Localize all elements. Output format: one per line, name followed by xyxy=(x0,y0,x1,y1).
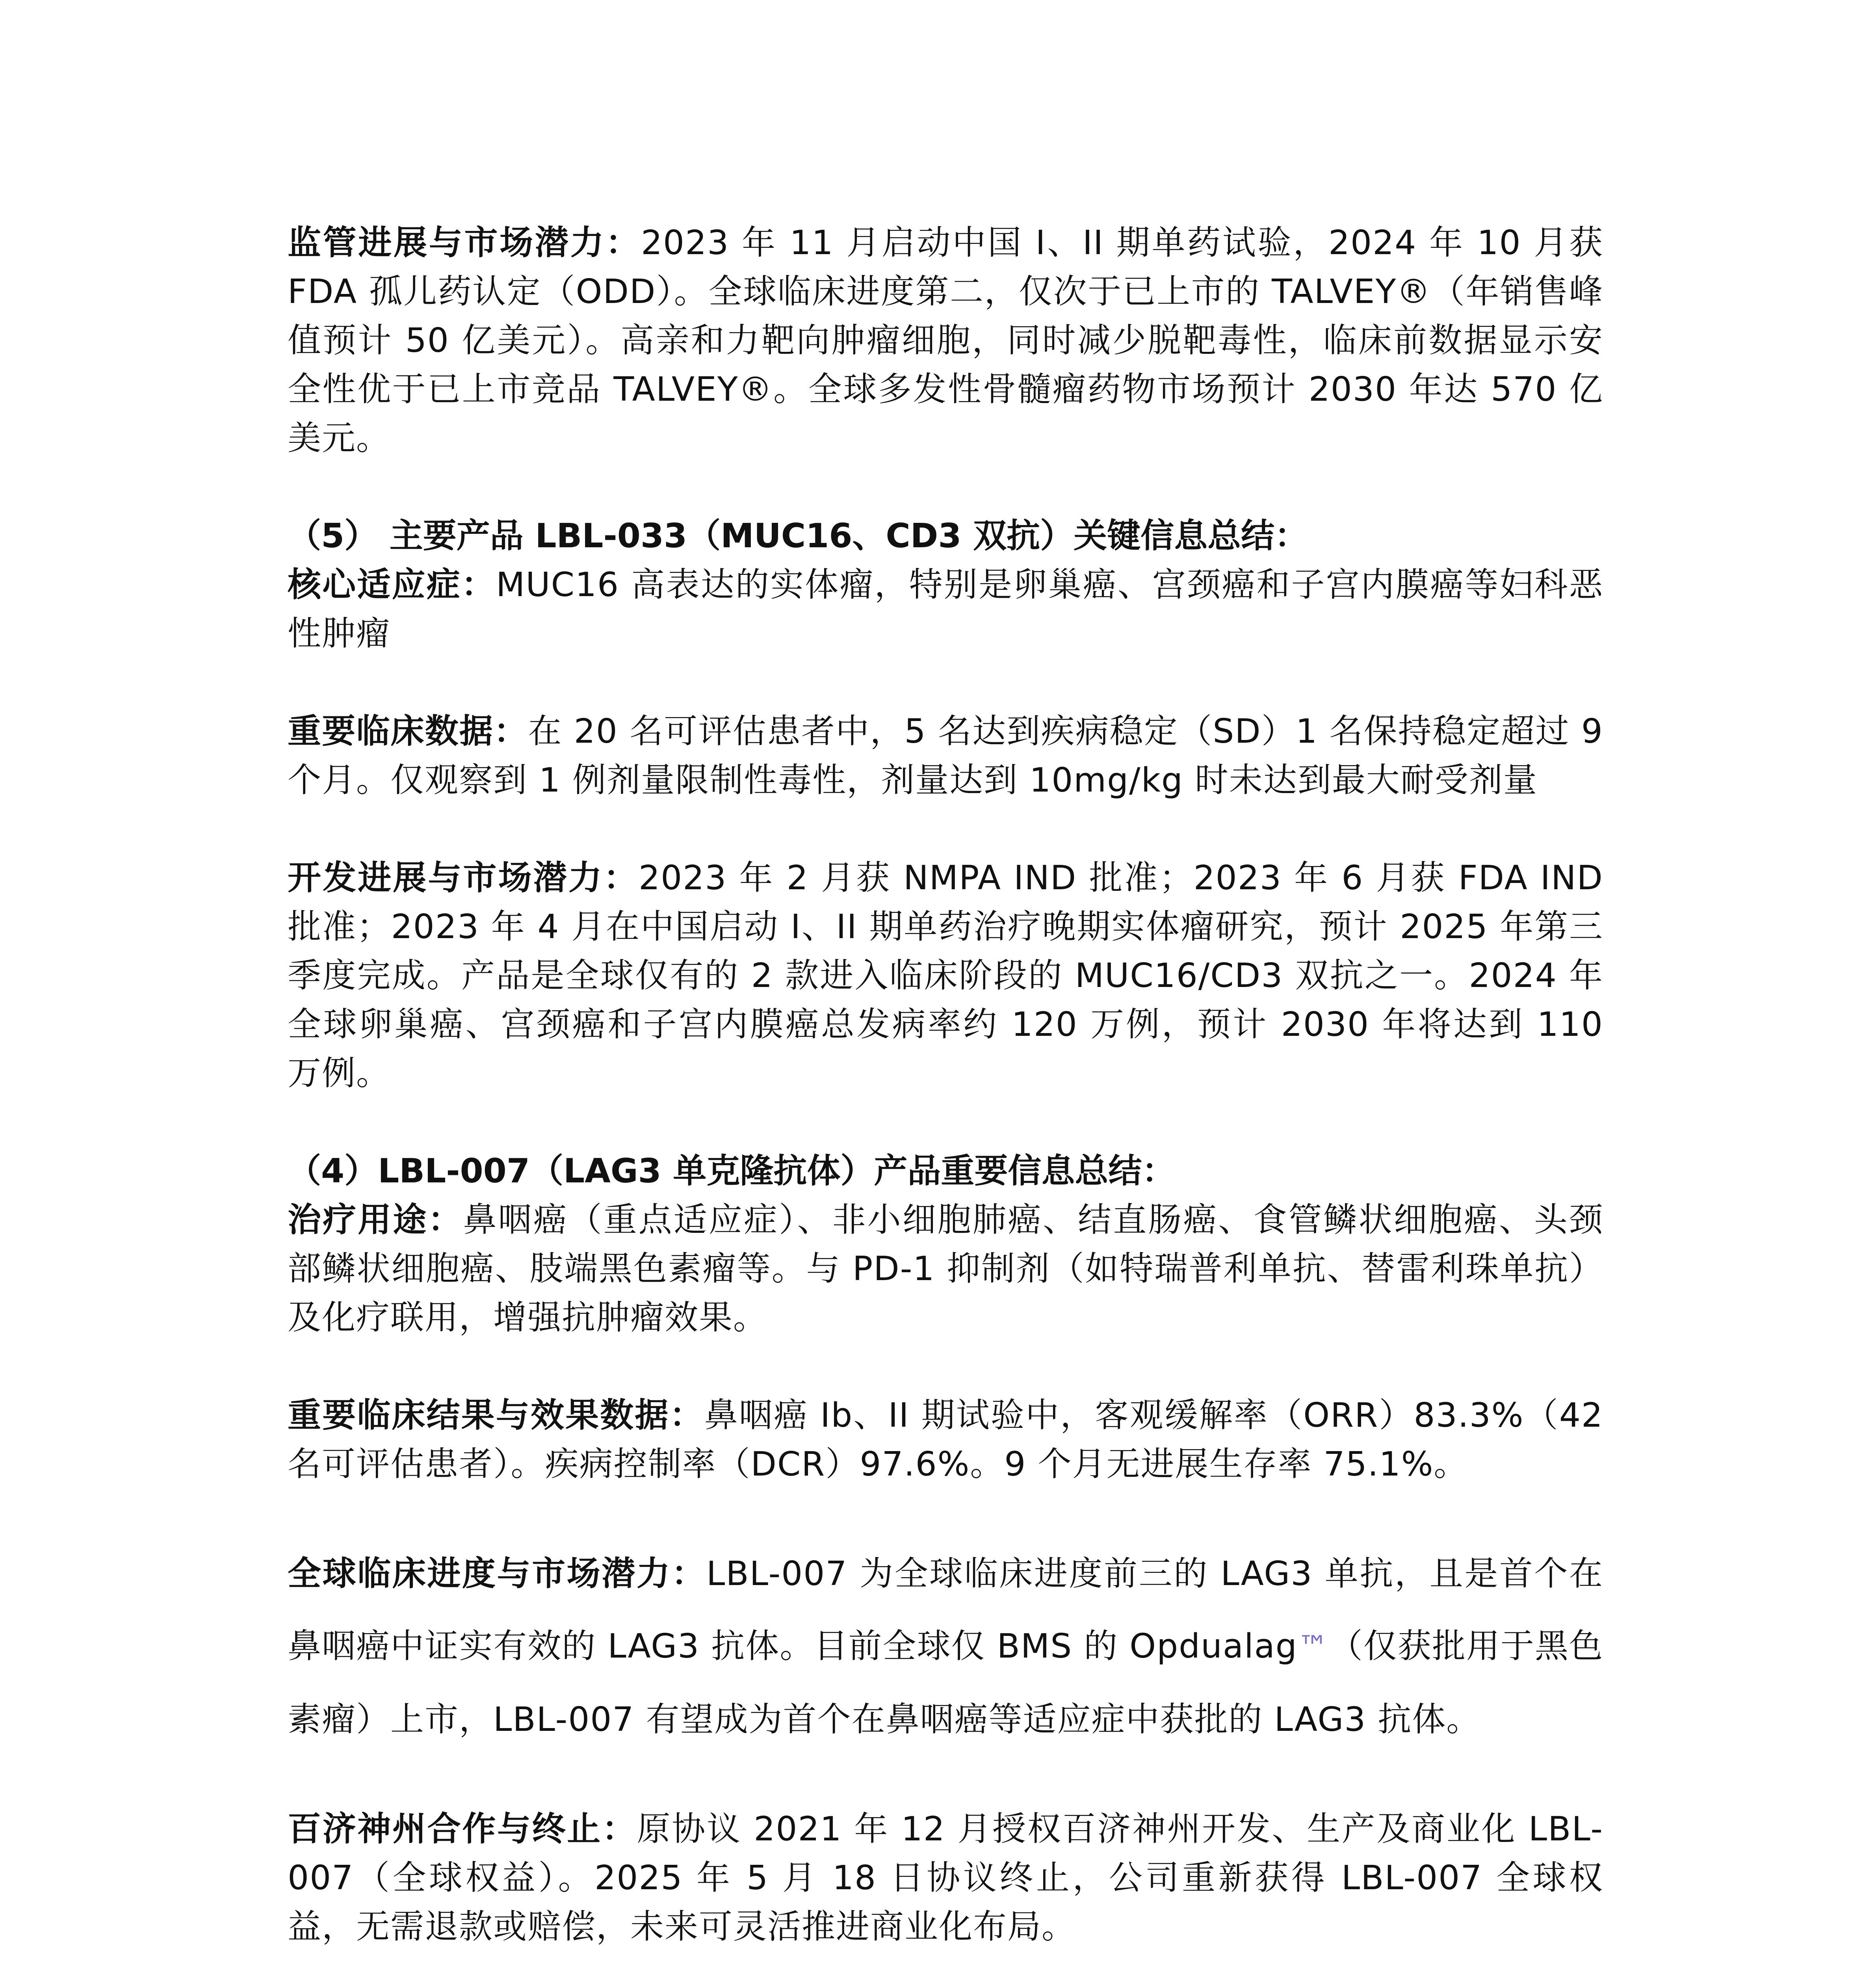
paragraph-lead: 百济神州合作与终止： xyxy=(288,1810,637,1849)
paragraph-development-progress xyxy=(288,854,1603,1098)
paragraph-lead: 重要临床数据： xyxy=(288,712,528,751)
paragraph-beigene-partnership xyxy=(288,1805,1603,1951)
paragraph-text: LBL-007 为全球临床进度前三的 LAG3 单抗，且是首个在鼻咽癌中证实有效的 LAG3 抗体。目前全球仅 BMS 的 Opdualag xyxy=(288,1554,1603,1666)
paragraph-text: 鼻咽癌 Ib、II 期试验中，客观缓解率（ORR）83.3%（42 名可评估患者）。疾病控制率（DCR）97.6%。9 个月无进展生存率 75.1%。 xyxy=(288,1396,1603,1484)
paragraph-core-indication xyxy=(288,561,1603,658)
trademark-symbol: ™ xyxy=(1297,1630,1329,1665)
paragraph-text: 在 20 名可评估患者中，5 名达到疾病稳定（SD）1 名保持稳定超过 9 个月。仅观察到 1 例剂量限制性毒性，剂量达到 10mg/kg 时未达到最大耐受剂量 xyxy=(288,712,1603,800)
paragraph-text: 2023 年 2 月获 NMPA IND 批准；2023 年 6 月获 FDA IND 批准；2023 年 4 月在中国启动 I、II 期单药治疗晚期实体瘤研究，预计 2025 年第三季度完成。产品是全球仅有的 2 款进入临床阶段的 MUC16/CD3 双抗之一。2024 年全球卵巢癌、宫颈癌和子宫内膜癌总发病率约 120 万例，预计 2030 年将达到 110 万例。 xyxy=(288,859,1603,1093)
document-page xyxy=(288,219,1603,1970)
paragraph-text: 原协议 2021 年 12 月授权百济神州开发、生产及商业化 LBL-007（全球权益）。2025 年 5 月 18 日协议终止，公司重新获得 LBL-007 全球权益，无需退款或赔偿，未来可灵活推进商业化布局。 xyxy=(288,1810,1603,1946)
paragraph-lead: 全球临床进度与市场潜力： xyxy=(288,1554,706,1593)
paragraph-lead: 监管进展与市场潜力： xyxy=(288,223,641,262)
paragraph-therapeutic-use xyxy=(288,1196,1603,1342)
paragraph-regulatory-progress xyxy=(288,219,1603,463)
section-heading-lbl-007: （4）LBL-007（LAG3 单克隆抗体）产品重要信息总结： xyxy=(288,1152,1176,1191)
paragraph-text: （仅获批用于黑色素瘤）上市，LBL-007 有望成为首个在鼻咽癌等适应症中获批的 LAG3 抗体。 xyxy=(288,1627,1603,1739)
paragraph-global-progress xyxy=(288,1538,1603,1756)
paragraph-text: 2023 年 11 月启动中国 I、II 期单药试验，2024 年 10 月获 FDA 孤儿药认定（ODD）。全球临床进度第二，仅次于已上市的 TALVEY®（年销售峰值预计 50 亿美元）。高亲和力靶向肿瘤细胞，同时减少脱靶毒性，临床前数据显示安全性优于已上市竞品 TALVEY®。全球多发性骨髓瘤药物市场预计 2030 年达 570 亿美元。 xyxy=(288,223,1603,458)
paragraph-clinical-results xyxy=(288,1391,1603,1489)
paragraph-lead: 核心适应症： xyxy=(288,565,496,604)
paragraph-lead: 开发进展与市场潜力： xyxy=(288,859,639,898)
paragraph-text: 鼻咽癌（重点适应症）、非小细胞肺癌、结直肠癌、食管鳞状细胞癌、头颈部鳞状细胞癌、肢端黑色素瘤等。与 PD-1 抑制剂（如特瑞普利单抗、替雷利珠单抗）及化疗联用，增强抗肿瘤效果。 xyxy=(288,1201,1603,1337)
paragraph-text: MUC16 高表达的实体瘤，特别是卵巢癌、宫颈癌和子宫内膜癌等妇科恶性肿瘤 xyxy=(288,565,1603,653)
paragraph-clinical-data xyxy=(288,707,1603,805)
section-heading-lbl-033: （5） 主要产品 LBL-033（MUC16、CD3 双抗）关键信息总结： xyxy=(288,517,1308,556)
paragraph-lead: 治疗用途： xyxy=(288,1201,463,1240)
paragraph-lead: 重要临床结果与效果数据： xyxy=(288,1396,704,1435)
